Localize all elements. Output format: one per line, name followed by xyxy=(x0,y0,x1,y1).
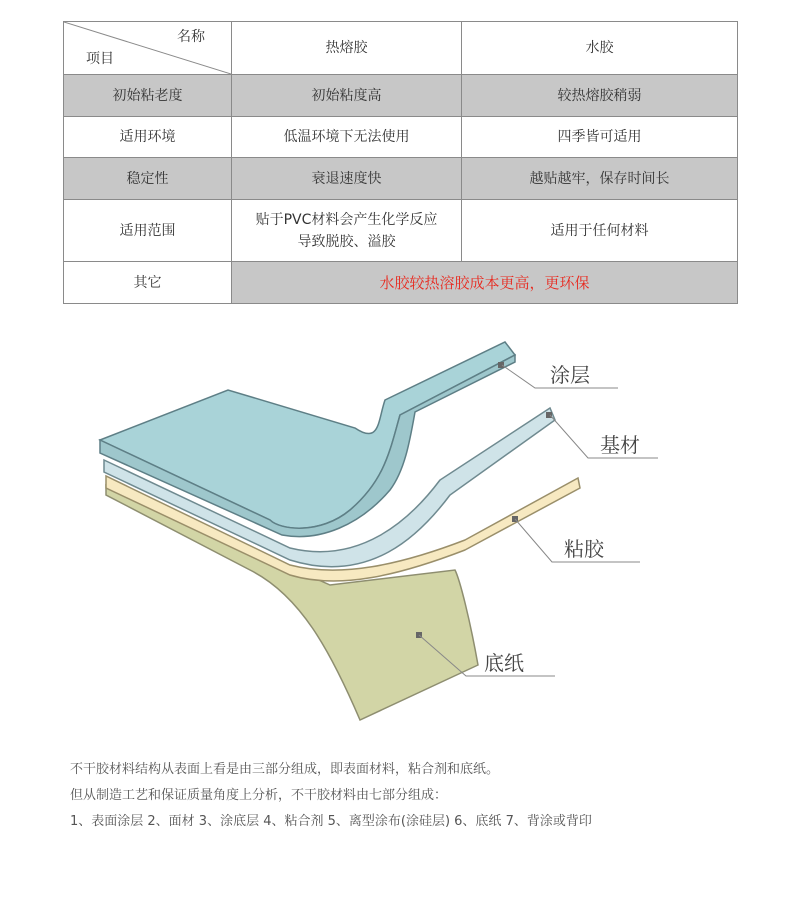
row-label: 适用范围 xyxy=(64,200,232,262)
label-coating: 涂层 xyxy=(550,363,590,387)
cell-water-glue: 越贴越牢，保存时间长 xyxy=(462,158,738,200)
cell-water-glue: 适用于任何材料 xyxy=(462,200,738,262)
comparison-table xyxy=(63,21,738,304)
table-row xyxy=(64,262,738,304)
notes-section xyxy=(70,762,770,840)
label-substrate: 基材 xyxy=(600,433,640,457)
table-row xyxy=(64,200,738,262)
cell-hot-melt: 低温环境下无法使用 xyxy=(232,117,462,158)
corner-cell xyxy=(64,22,232,75)
header-water-glue: 水胶 xyxy=(462,22,738,75)
table-row xyxy=(64,158,738,200)
label-backing-paper: 底纸 xyxy=(484,651,524,675)
cell-hot-melt: 初始粘度高 xyxy=(232,75,462,117)
notes-line: 1、表面涂层 2、面材 3、涂底层 4、粘合剂 5、离型涂布(涂硅层) 6、底纸 7、背涂或背印 xyxy=(70,814,592,829)
cell-water-glue: 较热熔胶稍弱 xyxy=(462,75,738,117)
row-label: 初始粘老度 xyxy=(64,75,232,117)
row-label: 稳定性 xyxy=(64,158,232,200)
cell-line: 导致脱胶、溢胶 xyxy=(297,233,396,250)
row-label: 适用环境 xyxy=(64,117,232,158)
cell-hot-melt xyxy=(232,200,462,262)
row-label: 其它 xyxy=(64,262,232,304)
table-row xyxy=(64,75,738,117)
cell-line: 贴于PVC材料会产生化学反应 xyxy=(255,211,438,228)
table-row xyxy=(64,117,738,158)
table-header-row xyxy=(64,22,738,75)
layer-structure-diagram xyxy=(0,320,790,740)
label-adhesive: 粘胶 xyxy=(564,537,604,561)
corner-name-label: 名称 xyxy=(177,29,205,45)
cell-water-glue: 四季皆可适用 xyxy=(462,117,738,158)
corner-item-label: 项目 xyxy=(86,51,114,67)
notes-line: 但从制造工艺和保证质量角度上分析，不干胶材料由七部分组成： xyxy=(70,788,448,803)
notes-line: 不干胶材料结构从表面上看是由三部分组成，即表面材料，粘合剂和底纸。 xyxy=(70,762,500,777)
merged-highlight-cell: 水胶较热溶胶成本更高，更环保 xyxy=(232,262,738,304)
cell-hot-melt: 衰退速度快 xyxy=(232,158,462,200)
header-hot-melt: 热熔胶 xyxy=(232,22,462,75)
